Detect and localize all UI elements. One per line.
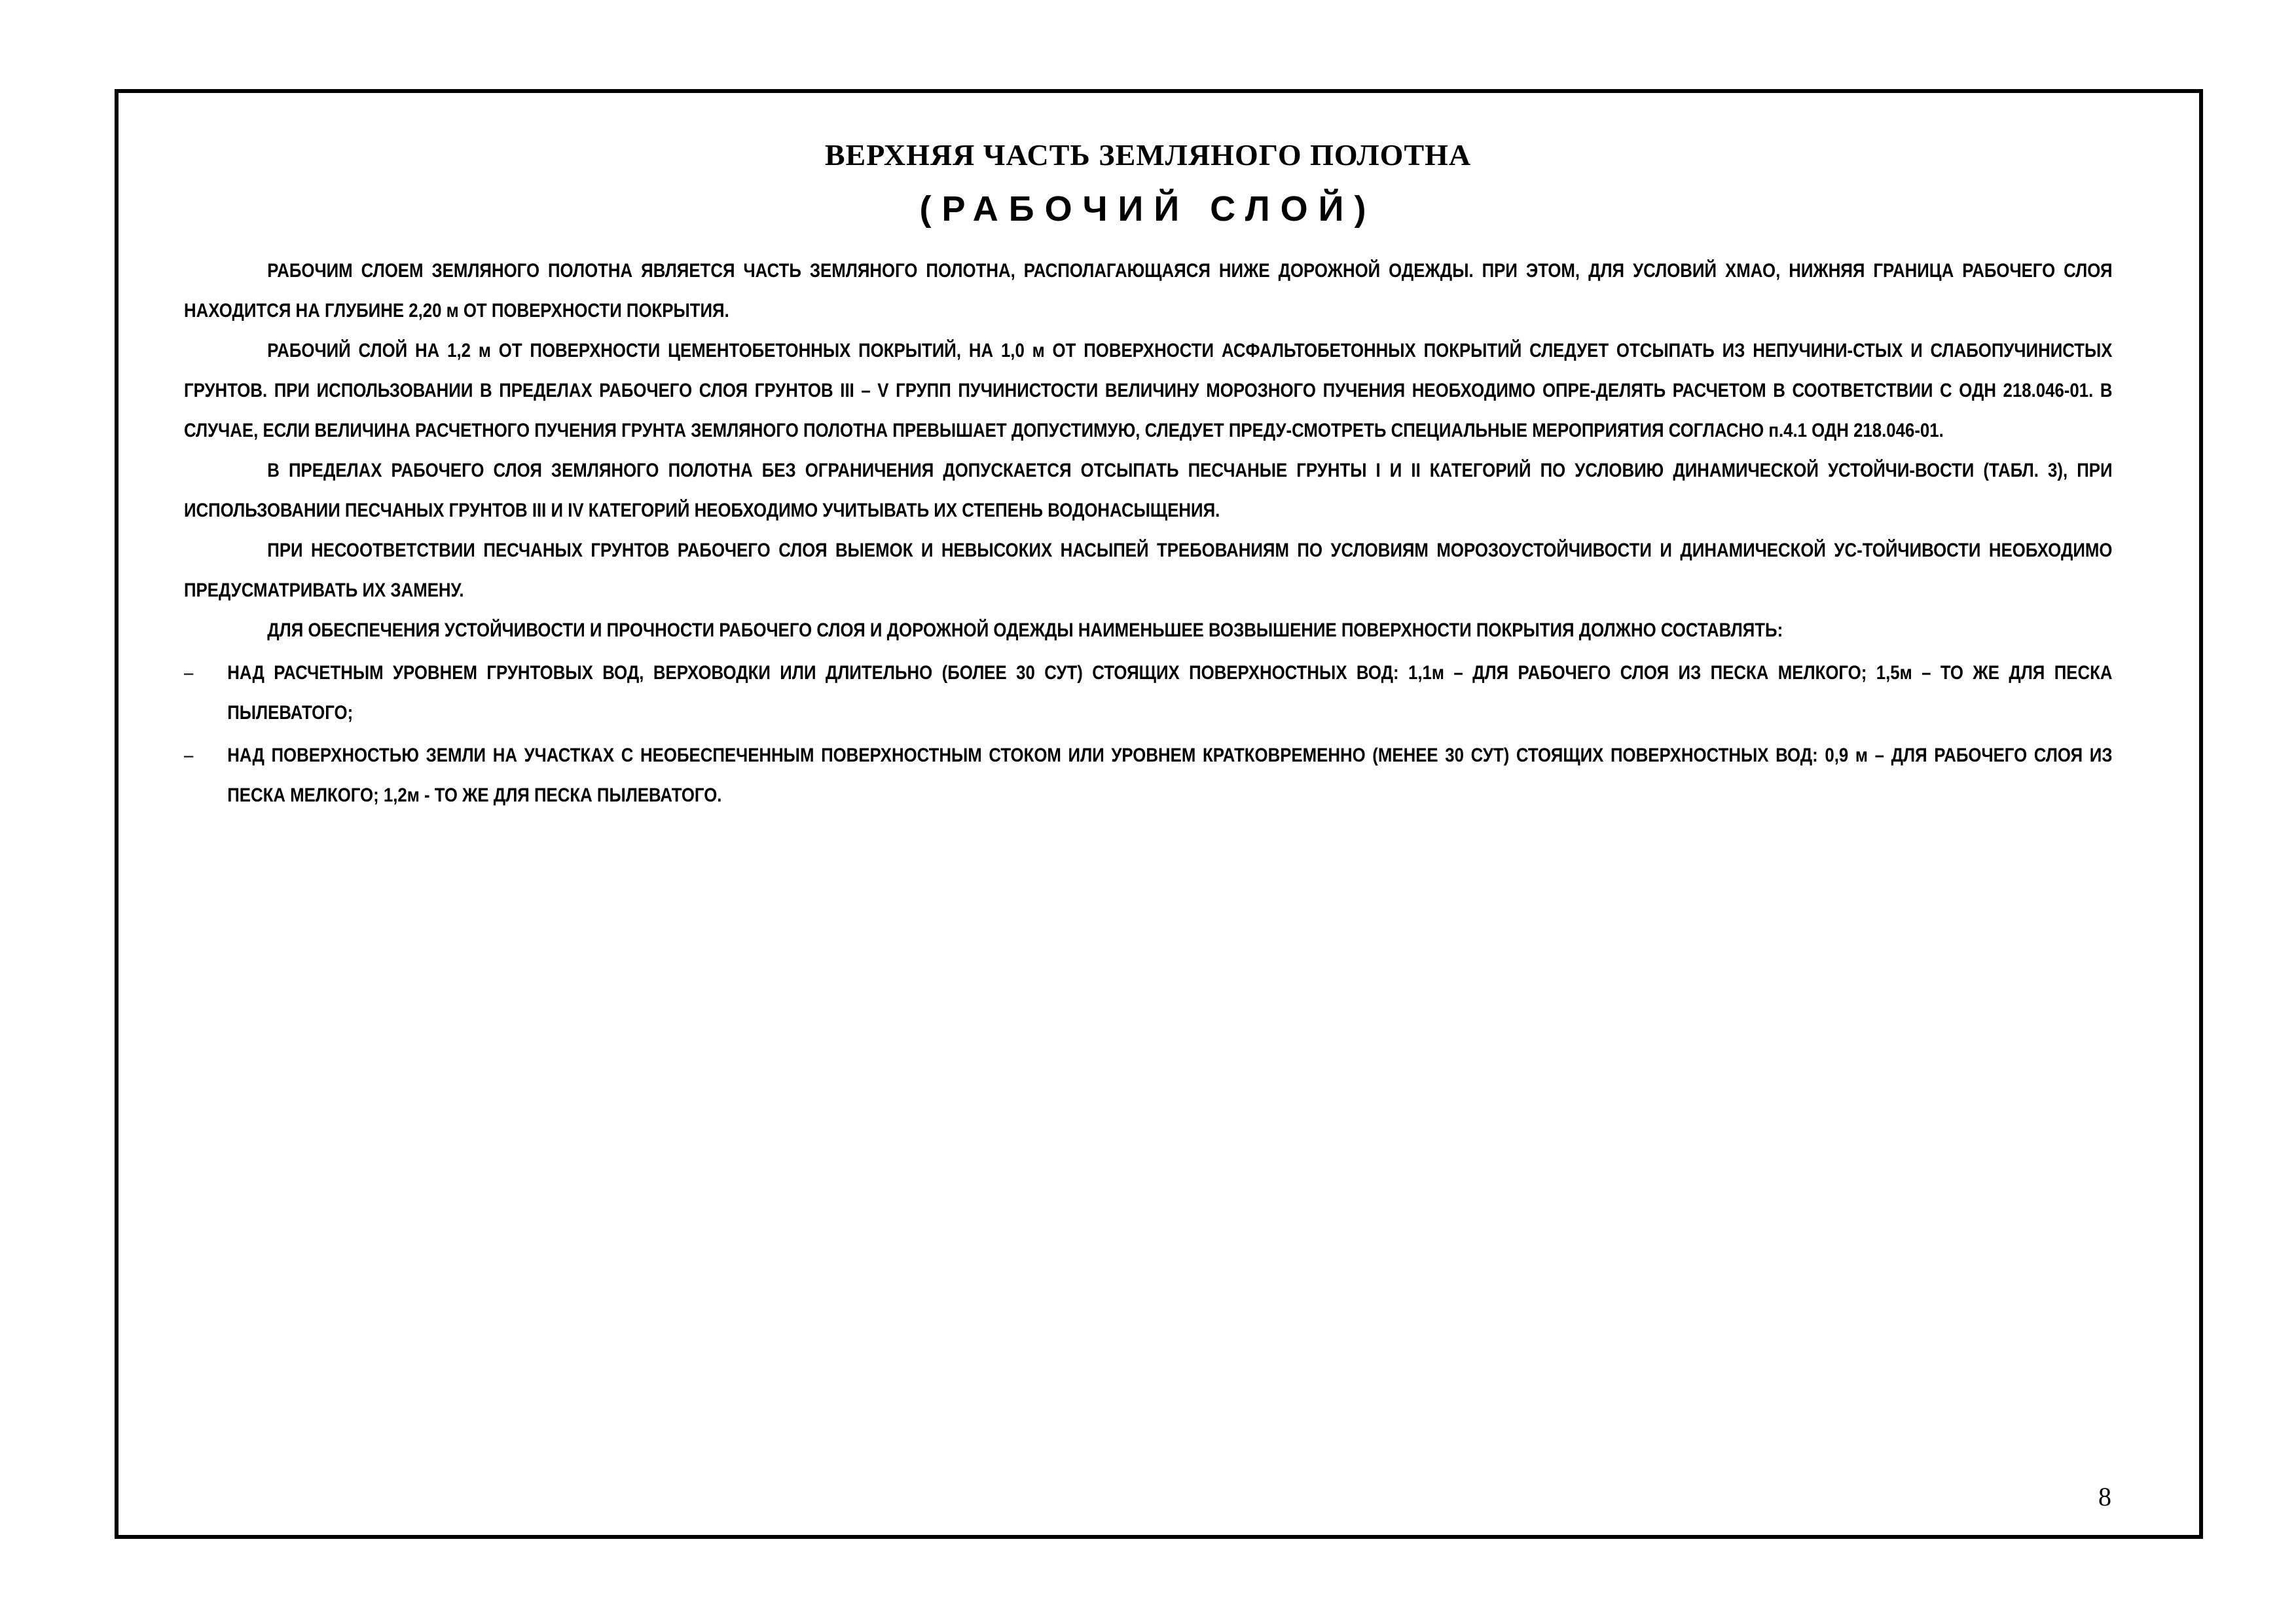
page-number: 8 (2098, 1482, 2111, 1511)
paragraph-soil-replacement: ПРИ НЕСООТВЕТСТВИИ ПЕСЧАНЫХ ГРУНТОВ РАБОЧЕГО СЛОЯ ВЫЕМОК И НЕВЫСОКИХ НАСЫПЕЙ ТРЕБОВАНИЯМ ПО УСЛОВИЯМ МОРОЗОУСТОЙЧИВОСТИ И ДИНАМИЧЕСКОЙ УС-ТОЙЧИВОСТИ НЕОБХОДИМО ПРЕДУСМАТРИВАТЬ ИХ ЗАМЕНУ. (184, 540, 2113, 601)
paragraph-minimum-elevation: ДЛЯ ОБЕСПЕЧЕНИЯ УСТОЙЧИВОСТИ И ПРОЧНОСТИ РАБОЧЕГО СЛОЯ И ДОРОЖНОЙ ОДЕЖДЫ НАИМЕНЬШЕЕ ВОЗВЫШЕНИЕ ПОВЕРХНОСТИ ПОКРЫТИЯ ДОЛЖНО СОСТАВЛЯТЬ: (267, 619, 1783, 641)
elevation-requirements-list (184, 653, 2113, 815)
document-body (184, 251, 2113, 815)
document-subtitle: (РАБОЧИЙ СЛОЙ) (919, 189, 1377, 229)
list-item (184, 735, 2113, 815)
list-item (184, 653, 2113, 733)
document-title: ВЕРХНЯЯ ЧАСТЬ ЗЕМЛЯНОГО ПОЛОТНА (824, 138, 1472, 172)
list-item-text: НАД РАСЧЕТНЫМ УРОВНЕМ ГРУНТОВЫХ ВОД, ВЕРХОВОДКИ ИЛИ ДЛИТЕЛЬНО (БОЛЕЕ 30 СУТ) СТОЯЩИХ ПОВЕРХНОСТНЫХ ВОД: 1,1м – ДЛЯ РАБОЧЕГО СЛОЯ ИЗ ПЕСКА МЕЛКОГО; 1,5м – ТО ЖЕ ДЛЯ ПЕСКА ПЫЛЕВАТОГО; (227, 662, 2113, 724)
paragraph-working-layer-definition: РАБОЧИМ СЛОЕМ ЗЕМЛЯНОГО ПОЛОТНА ЯВЛЯЕТСЯ ЧАСТЬ ЗЕМЛЯНОГО ПОЛОТНА, РАСПОЛАГАЮЩАЯСЯ НИЖЕ ДОРОЖНОЙ ОДЕЖДЫ. ПРИ ЭТОМ, ДЛЯ УСЛОВИЙ ХМАО, НИЖНЯЯ ГРАНИЦА РАБОЧЕГО СЛОЯ НАХОДИТСЯ НА ГЛУБИНЕ 2,20 м ОТ ПОВЕРХНОСТИ ПОКРЫТИЯ. (184, 260, 2113, 322)
paragraph-frost-heaving: РАБОЧИЙ СЛОЙ НА 1,2 м ОТ ПОВЕРХНОСТИ ЦЕМЕНТОБЕТОННЫХ ПОКРЫТИЙ, НА 1,0 м ОТ ПОВЕРХНОСТИ АСФАЛЬТОБЕТОННЫХ ПОКРЫТИЙ СЛЕДУЕТ ОТСЫПАТЬ ИЗ НЕПУЧИНИ-СТЫХ И СЛАБОПУЧИНИСТЫХ ГРУНТОВ. ПРИ ИСПОЛЬЗОВАНИИ В ПРЕДЕЛАХ РАБОЧЕГО СЛОЯ ГРУНТОВ III – V ГРУПП ПУЧИНИСТОСТИ ВЕЛИЧИНУ МОРОЗНОГО ПУЧЕНИЯ НЕОБХОДИМО ОПРЕ-ДЕЛЯТЬ РАСЧЕТОМ В СООТВЕТСТВИИ С ОДН 218.046-01. В СЛУЧАЕ, ЕСЛИ ВЕЛИЧИНА РАСЧЕТНОГО ПУЧЕНИЯ ГРУНТА ЗЕМЛЯНОГО ПОЛОТНА ПРЕВЫШАЕТ ДОПУСТИМУЮ, СЛЕДУЕТ ПРЕДУ-СМОТРЕТЬ СПЕЦИАЛЬНЫЕ МЕРОПРИЯТИЯ СОГЛАСНО п.4.1 ОДН 218.046-01. (184, 340, 2113, 441)
dash-bullet-icon: – (184, 662, 194, 684)
dash-bullet-icon: – (184, 745, 194, 766)
paragraph-sand-categories: В ПРЕДЕЛАХ РАБОЧЕГО СЛОЯ ЗЕМЛЯНОГО ПОЛОТНА БЕЗ ОГРАНИЧЕНИЯ ДОПУСКАЕТСЯ ОТСЫПАТЬ ПЕСЧАНЫЕ ГРУНТЫ I И II КАТЕГОРИЙ ПО УСЛОВИЮ ДИНАМИЧЕСКОЙ УСТОЙЧИ-ВОСТИ (ТАБЛ. 3), ПРИ ИСПОЛЬЗОВАНИИ ПЕСЧАНЫХ ГРУНТОВ III И IV КАТЕГОРИЙ НЕОБХОДИМО УЧИТЫВАТЬ ИХ СТЕПЕНЬ ВОДОНАСЫЩЕНИЯ. (184, 460, 2113, 521)
list-item-text: НАД ПОВЕРХНОСТЬЮ ЗЕМЛИ НА УЧАСТКАХ С НЕОБЕСПЕЧЕННЫМ ПОВЕРХНОСТНЫМ СТОКОМ ИЛИ УРОВНЕМ КРАТКОВРЕМЕННО (МЕНЕЕ 30 СУТ) СТОЯЩИХ ПОВЕРХНОСТНЫХ ВОД: 0,9 м – ДЛЯ РАБОЧЕГО СЛОЯ ИЗ ПЕСКА МЕЛКОГО; 1,2м - ТО ЖЕ ДЛЯ ПЕСКА ПЫЛЕВАТОГО. (227, 745, 2113, 806)
